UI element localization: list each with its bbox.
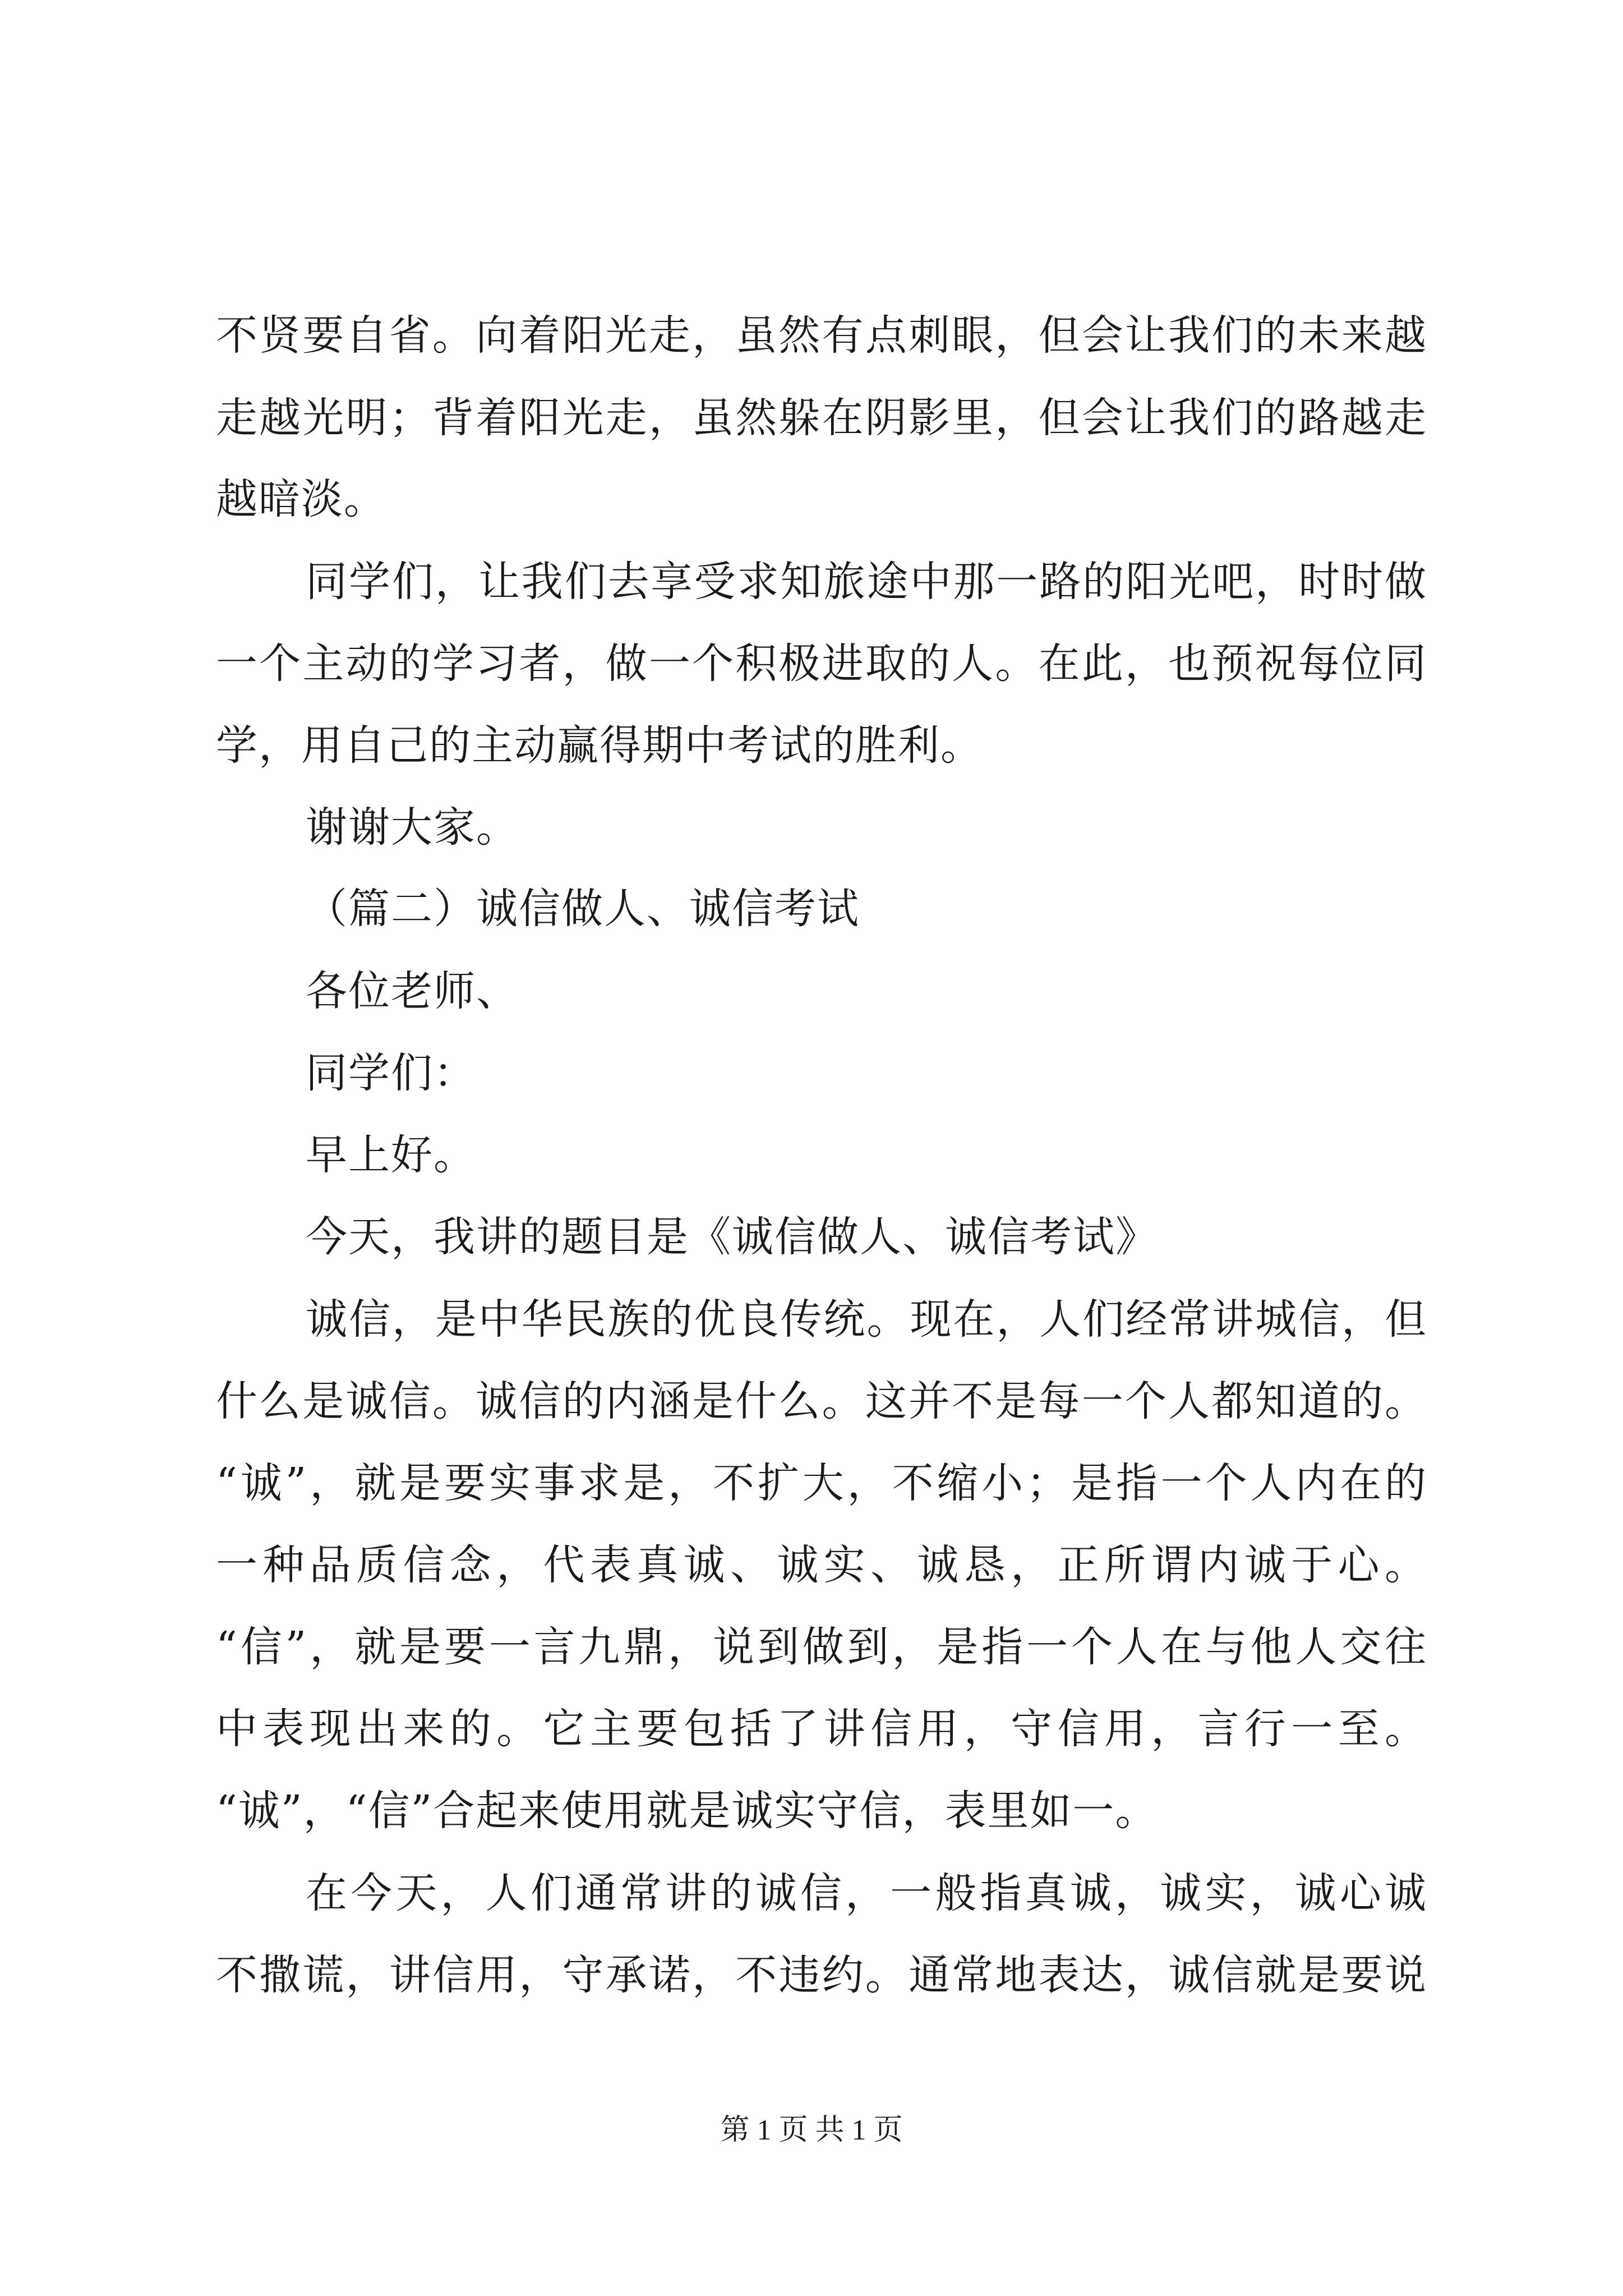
section-heading: （篇二）诚信做人、诚信考试 <box>306 885 860 933</box>
page-footer: 第 1 页 共 1 页 <box>720 2114 903 2146</box>
text-line: 一种品质信念，代表真诚、诚实、诚恳，正所谓内诚于心。 <box>216 1541 1427 1589</box>
text-line: 谢谢大家。 <box>306 803 519 852</box>
text-line: 走越光明；背着阳光走，虽然躲在阴影里，但会让我们的路越走 <box>216 394 1427 442</box>
text-line: 中表现出来的。它主要包括了讲信用，守信用，言行一至。 <box>216 1705 1427 1753</box>
text-line: “诚”，就是要实事求是，不扩大，不缩小；是指一个人内在的 <box>216 1459 1427 1507</box>
text-line: 早上好。 <box>306 1131 476 1179</box>
text-line: 在今天，人们通常讲的诚信，一般指真诚，诚实，诚心诚 <box>306 1869 1427 1917</box>
text-line: 各位老师、 <box>306 967 519 1015</box>
text-line: 诚信，是中华民族的优良传统。现在，人们经常讲城信，但 <box>306 1295 1427 1343</box>
text-line: 一个主动的学习者，做一个积极进取的人。在此，也预祝每位同 <box>216 639 1427 688</box>
text-line: “信”，就是要一言九鼎，说到做到，是指一个人在与他人交往 <box>216 1623 1427 1671</box>
text-line: 今天，我讲的题目是《诚信做人、诚信考试》 <box>306 1213 1158 1261</box>
text-line: 不撒谎，讲信用，守承诺，不违约。通常地表达，诚信就是要说 <box>216 1951 1427 1999</box>
text-line: 不贤要自省。向着阳光走，虽然有点刺眼，但会让我们的未来越 <box>216 311 1427 360</box>
text-line: “诚”，“信”合起来使用就是诚实守信，表里如一。 <box>216 1787 1158 1835</box>
text-line: 学，用自己的主动赢得期中考试的胜利。 <box>216 721 983 770</box>
text-line: 越暗淡。 <box>216 475 386 523</box>
text-line: 同学们，让我们去享受求知旅途中那一路的阳光吧，时时做 <box>306 558 1427 606</box>
text-line: 什么是诚信。诚信的内涵是什么。这并不是每一个人都知道的。 <box>216 1377 1427 1425</box>
text-line: 同学们： <box>306 1049 476 1097</box>
